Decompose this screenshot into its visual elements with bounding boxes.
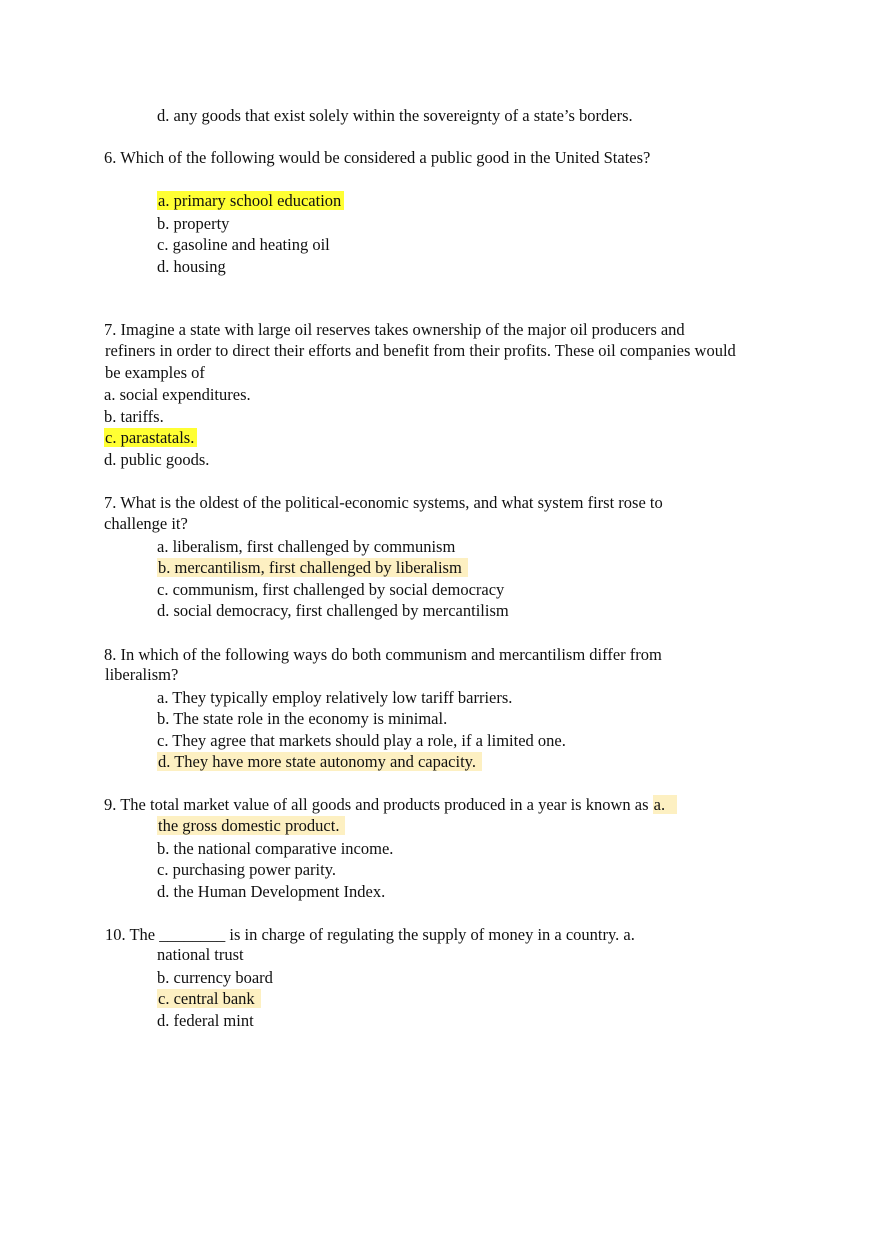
q7b-option-c: c. communism, first challenged by social democracy [157, 580, 505, 599]
q7a-option-b: b. tariffs. [104, 407, 164, 426]
q8-question-line-2: liberalism? [105, 665, 179, 684]
q10-option-c [157, 989, 261, 1009]
q8-question-line-1: 8. In which of the following ways do both communism and mercantilism differ from [104, 645, 662, 664]
q6-option-a-highlight: a. primary school education [157, 191, 344, 210]
q7b-question-line-2: challenge it? [104, 514, 188, 533]
q9-question [104, 795, 677, 815]
q6-option-b: b. property [157, 214, 230, 233]
q10-option-c-highlight: c. central bank [157, 989, 261, 1008]
q8-option-c: c. They agree that markets should play a role, if a limited one. [157, 731, 566, 750]
q9-option-b: b. the national comparative income. [157, 839, 394, 858]
q7a-question-line-1: 7. Imagine a state with large oil reserves takes ownership of the major oil producers and [104, 320, 685, 339]
q7b-option-b [157, 558, 468, 578]
q8-option-d-highlight: d. They have more state autonomy and capacity. [157, 752, 482, 771]
q8-option-d [157, 752, 482, 772]
q10-option-d: d. federal mint [157, 1011, 254, 1030]
q7a-option-a: a. social expenditures. [104, 385, 251, 404]
q7a-option-c-highlight: c. parastatals. [104, 428, 197, 447]
q7b-question-line-1: 7. What is the oldest of the political-economic systems, and what system first rose to [104, 493, 663, 512]
q9-option-a [157, 816, 345, 836]
q9-option-c: c. purchasing power parity. [157, 860, 336, 879]
q9-option-d: d. the Human Development Index. [157, 882, 386, 901]
q5-option-d: d. any goods that exist solely within the sovereignty of a state’s borders. [157, 106, 633, 125]
q7a-question-line-3: be examples of [105, 363, 205, 382]
q8-option-a: a. They typically employ relatively low tariff barriers. [157, 688, 513, 707]
q10-option-b: b. currency board [157, 968, 273, 987]
q7b-option-b-highlight: b. mercantilism, first challenged by liberalism [157, 558, 468, 577]
q9-option-a-highlight: the gross domestic product. [157, 816, 345, 835]
q10-option-a: national trust [157, 945, 244, 964]
q7b-option-a: a. liberalism, first challenged by communism [157, 537, 456, 556]
q7a-option-d: d. public goods. [104, 450, 210, 469]
q6-option-d: d. housing [157, 257, 226, 276]
q7a-question-line-2: refiners in order to direct their efforts and benefit from their profits. These oil companies would [105, 341, 736, 360]
q6-option-a [157, 191, 344, 211]
q9-question-text: 9. The total market value of all goods and products produced in a year is known as [104, 795, 649, 814]
q9-option-a-letter: a. [653, 795, 677, 814]
q6-option-c: c. gasoline and heating oil [157, 235, 330, 254]
q10-question: 10. The ________ is in charge of regulating the supply of money in a country. a. [105, 925, 635, 944]
q7a-option-c [104, 428, 197, 448]
q8-option-b: b. The state role in the economy is minimal. [157, 709, 448, 728]
q6-question: 6. Which of the following would be considered a public good in the United States? [104, 148, 651, 167]
q7b-option-d: d. social democracy, first challenged by mercantilism [157, 601, 509, 620]
